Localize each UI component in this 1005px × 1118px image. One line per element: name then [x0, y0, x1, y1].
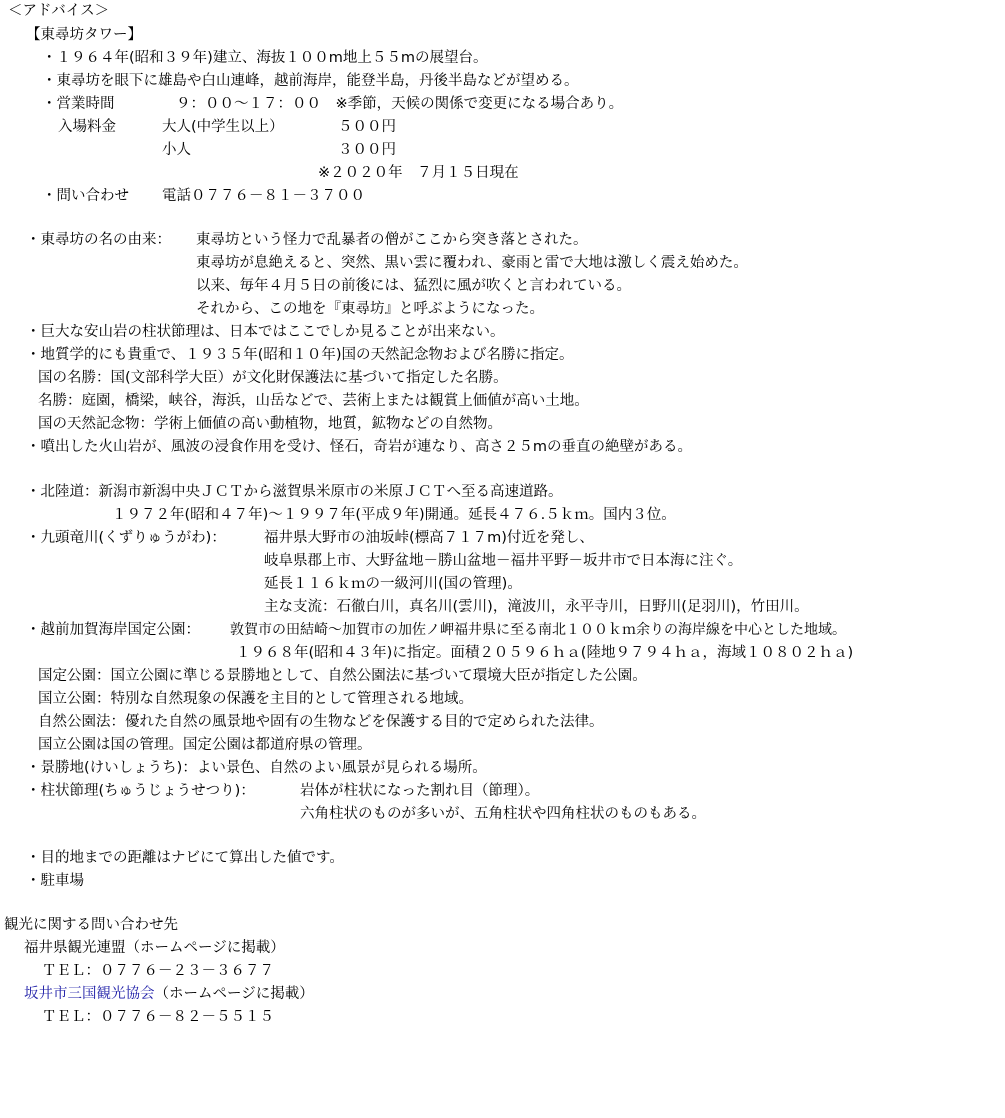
park-definition: 自然公園法：優れた自然の風景地や固有の生物などを保護する目的で定められた法律。 [38, 714, 604, 730]
tower-title: 【東尋坊タワー】 [26, 27, 142, 43]
name-origin-line: それから、この地を『東尋坊』と呼ぶようになった。 [196, 301, 544, 317]
hours-label: ・営業時間 [42, 96, 115, 112]
adult-price: ５００円 [338, 119, 396, 135]
contact-value: 電話０７７６－８１－３７００ [162, 188, 365, 204]
org2-link[interactable]: 坂井市三国観光協会 [24, 986, 155, 1002]
meisho-definition: 国の名勝：国(文部科学大臣）が文化財保護法に基づいて指定した名勝。 [38, 370, 508, 386]
kuzuryu-line: 延長１１６ｋｍの一級河川(国の管理)。 [264, 576, 522, 592]
park-line: １９６８年(昭和４３年)に指定。面積２０５９６ｈａ(陸地９７９４ｈａ，海域１０８０２ｈａ) [236, 645, 854, 661]
fee-label: 入場料金 [58, 119, 116, 135]
adult-label: 大人(中学生以上） [162, 119, 284, 135]
org1-name: 福井県観光連盟（ホームページに掲載） [24, 940, 285, 956]
fee-note: ※２０２０年 ７月１５日現在 [318, 165, 519, 181]
hokuriku-line: １９７２年(昭和４７年)～１９９７年(平成９年)開通。延長４７６.５ｋｍ。国内３位。 [112, 507, 676, 523]
inquiry-heading: 観光に関する問い合わせ先 [4, 917, 178, 933]
name-origin-line: 東尋坊が息絶えると、突然、黒い雲に覆われ、豪雨と雷で大地は激しく震え始めた。 [196, 255, 748, 271]
hokuriku-line: ・北陸道：新潟市新潟中央ＪＣＴから滋賀県米原市の米原ＪＣＴへ至る高速道路。 [26, 484, 563, 500]
columnar-joint-note: ・巨大な安山岩の柱状節理は、日本ではここでしか見ることが出来ない。 [26, 324, 505, 340]
designation-note: ・地質学的にも貴重で、１９３５年(昭和１０年)国の天然記念物および名勝に指定。 [26, 347, 574, 363]
child-label: 小人 [162, 142, 191, 158]
park-label: ・越前加賀海岸国定公園： [26, 622, 200, 638]
tower-view: ・東尋坊を眼下に雄島や白山連峰，越前海岸，能登半島，丹後半島などが望める。 [42, 73, 579, 89]
org2-line [24, 984, 314, 1004]
chujo-line: 岩体が柱状になった割れ目（節理）。 [300, 783, 540, 799]
name-origin-line: 以来、毎年４月５日の前後には、猛烈に風が吹くと言われている。 [196, 278, 631, 294]
meisho-examples: 名勝：庭園，橋梁，峡谷，海浜，山岳などで、芸術上または観賞上価値が高い土地。 [38, 393, 589, 409]
tower-built: ・１９６４年(昭和３９年)建立、海抜１００m地上５５mの展望台。 [42, 50, 488, 66]
hours-value: ９：００～１７：００ ※季節，天候の関係で変更になる場合あり。 [176, 96, 624, 112]
kuzuryu-label: ・九頭竜川(くずりゅうがわ)： [26, 530, 226, 546]
name-origin-line: 東尋坊という怪力で乱暴者の僧がここから突き落とされた。 [196, 232, 588, 248]
advice-heading: ＜アドバイス＞ [8, 3, 110, 19]
name-origin-label: ・東尋坊の名の由来： [26, 232, 171, 248]
child-price: ３００円 [338, 142, 396, 158]
park-definition: 国立公園は国の管理。国定公園は都道府県の管理。 [38, 737, 372, 753]
chujo-label: ・柱状節理(ちゅうじょうせつり)： [26, 783, 255, 799]
park-definition: 国定公園：国立公園に準じる景勝地として、自然公園法に基づいて環境大臣が指定した公園。 [38, 668, 647, 684]
navi-note: ・目的地までの距離はナビにて算出した値です。 [26, 850, 344, 866]
chujo-line: 六角柱状のものが多いが、五角柱状や四角柱状のものもある。 [300, 806, 706, 822]
org2-tel: ＴＥＬ：０７７６－８２－５５１５ [42, 1009, 274, 1025]
org1-tel: ＴＥＬ：０７７６－２３－３６７７ [42, 963, 274, 979]
park-line: 敦賀市の田結崎～加賀市の加佐ノ岬福井県に至る南北１００ｋｍ余りの海岸線を中心とした地域。 [230, 622, 846, 638]
parking-note: ・駐車場 [26, 873, 84, 889]
park-definition: 国立公園：特別な自然現象の保護を主目的として管理される地域。 [38, 691, 473, 707]
kuzuryu-line: 主な支流：石徹白川，真名川(雲川)，滝波川，永平寺川，日野川(足羽川)，竹田川。 [264, 599, 809, 615]
contact-label: ・問い合わせ [42, 188, 129, 204]
cliff-note: ・噴出した火山岩が、風波の浸食作用を受け、怪石，奇岩が連なり、高さ２５mの垂直の絶壁がある。 [26, 439, 693, 455]
kuzuryu-line: 岐阜県郡上市、大野盆地－勝山盆地－福井平野－坂井市で日本海に注ぐ。 [264, 553, 743, 569]
org2-suffix: （ホームページに掲載） [154, 986, 314, 1002]
natural-monument-definition: 国の天然記念物：学術上価値の高い動植物，地質，鉱物などの自然物。 [38, 416, 502, 432]
keishochi-note: ・景勝地(けいしょうち)：よい景色、自然のよい風景が見られる場所。 [26, 760, 487, 776]
kuzuryu-line: 福井県大野市の油坂峠(標高７１７m)付近を発し、 [264, 530, 594, 546]
